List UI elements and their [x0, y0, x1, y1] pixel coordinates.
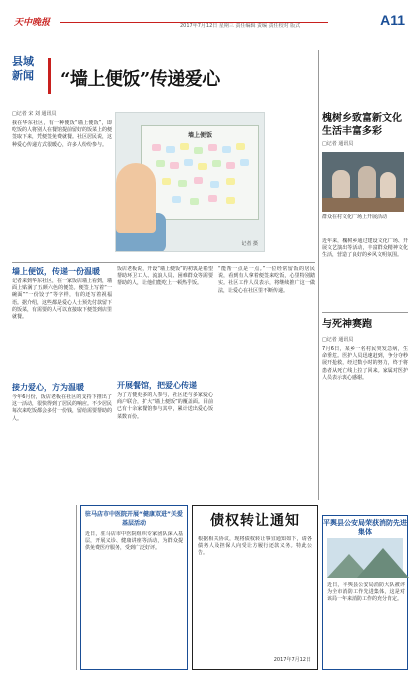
- person-figure: [380, 172, 396, 198]
- header-top-bar: [10, 6, 405, 12]
- lead-photo: [115, 112, 265, 252]
- lead-subhead-3: 开展餐馆，把爱心传递: [117, 381, 197, 390]
- photo-floor: [322, 198, 404, 212]
- sticky-note: [212, 160, 221, 167]
- sticky-note: [240, 159, 249, 166]
- notice-text: 根据相关协议，现将债权转让事宜通知如下，请各债务人及担保人向受让方履行还款义务。特此公告。: [198, 536, 312, 557]
- section-label-line1: 县域: [12, 55, 34, 68]
- newspaper-logo: 天中晚报: [14, 18, 51, 28]
- bottom-ad-text: 近日，驻马店市中医院组织专家团队深入基层，开展义诊、健康讲座等活动，为群众提供免费医疗服务，受到广泛好评。: [85, 531, 183, 552]
- right-story1-title: 槐树乡致富新文化生活丰富多彩: [322, 113, 402, 137]
- sticky-note: [162, 178, 171, 185]
- right-story1-byline: □记者 通讯员: [322, 141, 354, 147]
- right-bottom-title: 平舆县公安局荣获消防先进集体: [323, 519, 407, 536]
- sticky-note: [170, 162, 179, 169]
- bottom-ad-title: 驻马店市中医院开展“健康双进”关爱基层活动: [85, 511, 183, 527]
- photo-hill: [357, 548, 409, 578]
- person-figure: [332, 170, 350, 198]
- section-label-line2: 新闻: [12, 69, 34, 82]
- photo-board: [141, 125, 259, 220]
- sticky-note: [152, 144, 161, 151]
- sticky-note: [166, 146, 175, 153]
- lead-col2-text: 饭店老板说，开设“墙上便饭”的初衷是希望帮助环卫工人、流浪人员、困难群众等需要帮助的人，让他们能吃上一顿热乎饭。: [117, 266, 213, 287]
- lead-col1c-text: 今年6月份，饭店老板在社区的支持下推出了这一活动，很快得到了居民的响应。不少居民每次来吃饭都会多付一份钱，留给需要帮助的人。: [12, 394, 112, 422]
- sticky-note: [236, 143, 245, 150]
- right-story1-caption: 群众在村文化广场上开展活动: [322, 214, 388, 220]
- sticky-note: [156, 160, 165, 167]
- column-divider: [318, 50, 319, 500]
- divider: [322, 312, 408, 313]
- right-story2-text: 7月6日，某乡一名村民突发急病，生命垂危。医护人员迅速赶到，争分夺秒展开抢救，经过数小时的努力，终于将患者从死亡线上拉了回来。家属对医护人员表示衷心感谢。: [322, 346, 408, 381]
- sticky-note: [194, 147, 203, 154]
- page-number: A11: [380, 12, 405, 28]
- sticky-note: [180, 143, 189, 150]
- right-story1-photo: [322, 152, 404, 212]
- bottom-ad-box: [80, 505, 188, 670]
- sticky-note: [208, 195, 217, 202]
- right-story2-byline: □记者 通讯员: [322, 337, 354, 343]
- section-accent-bar: [48, 58, 51, 94]
- lead-col1-text: 我在华东社区，有一种便饭“墙上便饭”，即吃饭的人将别人在餐馆提前留好的饭菜上的便签取下来，凭便签免费就餐。社区居民说，这种爱心传递方式很暖心，许多人纷纷参与。: [12, 120, 112, 148]
- lead-byline: □记者 宋 刘 通讯员: [12, 111, 57, 117]
- sticky-note: [226, 178, 235, 185]
- photo-board-title: 墙上便饭: [187, 132, 212, 139]
- right-bottom-box: [322, 515, 408, 670]
- sticky-note: [190, 198, 199, 205]
- sticky-note: [172, 196, 181, 203]
- sticky-note: [226, 197, 235, 204]
- divider: [12, 262, 315, 263]
- section-label: [12, 55, 46, 99]
- sticky-note: [184, 159, 193, 166]
- lead-subhead-1: 墙上便饭，传递一份温暖: [12, 267, 100, 276]
- sticky-note: [198, 163, 207, 170]
- right-bottom-photo: [327, 538, 403, 578]
- notice-box: [192, 505, 318, 670]
- right-bottom-text: 近日，平舆县公安局消防大队被评为全市消防工作先进集体，这是对该局一年来消防工作的充分肯定。: [327, 582, 405, 603]
- lead-col3-text: “能帮一点是一点。”一位经常留饭的居民说，看到有人拿着便签来吃饭，心里特别踏实。社区工作人员表示，将继续推广这一做法，让爱心在社区里不断传递。: [218, 266, 315, 294]
- right-story2-title: 与死神赛跑: [322, 319, 372, 330]
- right-story1-text: 近年来，槐树乡通过建设文化广场、开展文艺演出等活动，丰富群众精神文化生活，营造了良好的乡风文明氛围。: [322, 238, 408, 259]
- person-figure: [358, 166, 376, 198]
- notice-date: 2017年7月12日: [273, 657, 311, 663]
- notice-title: 债权转让通知: [210, 513, 300, 529]
- column-divider: [76, 505, 77, 670]
- sticky-note: [222, 146, 231, 153]
- lead-headline: “墙上便饭”传递爱心: [60, 69, 220, 90]
- lead-col2b-text: 为了方便更多的人参与，社区还与多家爱心商户联合，扩大“墙上便饭”的覆盖面。目前已有十余家餐馆参与其中，累计送出爱心饭菜数百份。: [117, 392, 213, 420]
- sticky-note: [178, 180, 187, 187]
- sticky-note: [210, 181, 219, 188]
- lead-photo-caption: 记者 摄: [241, 241, 258, 247]
- sticky-note: [208, 144, 217, 151]
- date-line: 2017年7月12日 星期三 责任编辑 责编 责任校对 版式: [180, 23, 301, 29]
- person-arm: [116, 163, 156, 233]
- sticky-note: [226, 162, 235, 169]
- lead-col1b-text: 记者来到华东社区，在一家饭店墙上看到，墙面上贴满了五颜六色的便签。便签上写着“一碗面”“一份饺子”等字样，有的还写着祝福语。据介绍，这些都是爱心人士预先付款留下的饭菜，有需要的人可以直接取下便签到店里就餐。: [12, 278, 112, 321]
- sticky-note: [194, 177, 203, 184]
- lead-subhead-2: 接力爱心，方为温暖: [12, 383, 84, 392]
